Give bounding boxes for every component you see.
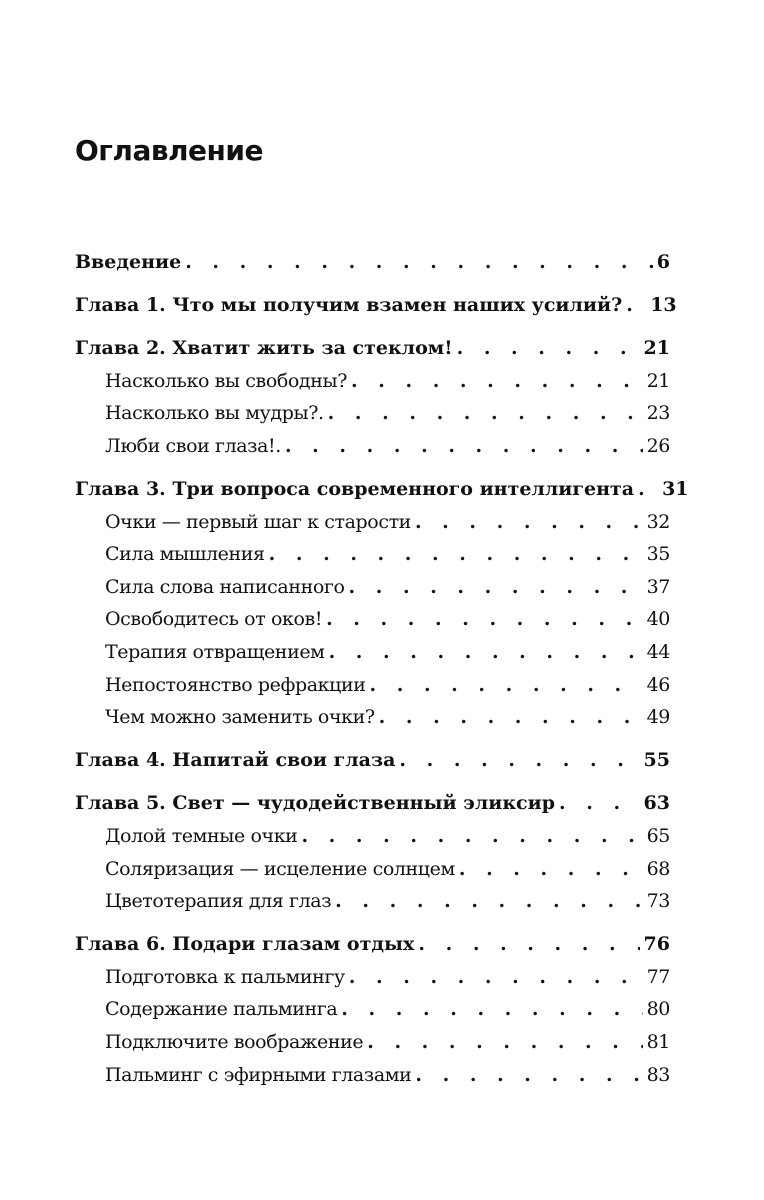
- toc-entry-label: Глава 6. Подари глазам отдых: [75, 933, 415, 956]
- toc-entry-label: Глава 4. Напитай свои глаза: [75, 749, 396, 772]
- toc-page-number: 46: [646, 673, 670, 696]
- toc-entry-label: Чем можно заменить очки?: [105, 706, 375, 729]
- toc-entry-label: Долой темные очки: [105, 825, 298, 847]
- dot-leader: [559, 787, 640, 820]
- dot-leader: [328, 397, 643, 430]
- toc-page-number: 21: [643, 337, 670, 360]
- toc-entry-label: Глава 1. Что мы получим взамен наших усилий?: [75, 294, 623, 317]
- dot-leader: [285, 430, 643, 463]
- toc-chapter-entry: [75, 473, 689, 506]
- toc-entry-label: Глава 3. Три вопроса современного интеллигента: [75, 478, 635, 501]
- toc-entry-label: Пальминг с эфирными глазами: [105, 1063, 412, 1086]
- toc-section-entry: [75, 961, 670, 994]
- toc-entry-label: Насколько вы свободны?: [105, 369, 348, 392]
- toc-page-number: 81: [646, 1031, 670, 1054]
- toc-entry-label: Сила мышления: [105, 543, 265, 566]
- toc-section-entry: [75, 993, 670, 1026]
- toc-entry-label: Глава 5. Свет — чудодейственный эликсир: [75, 792, 555, 815]
- dot-leader: [349, 961, 643, 994]
- toc-page-number: 68: [646, 857, 670, 880]
- toc-section-entry: [75, 1059, 670, 1092]
- dot-leader: [335, 885, 642, 918]
- toc-page-number: 77: [646, 965, 670, 988]
- toc-page-number: 35: [646, 543, 670, 566]
- toc-section-entry: [75, 820, 670, 853]
- toc-page-number: 21: [646, 369, 670, 392]
- toc-chapter-entry: [75, 332, 670, 365]
- toc-entry-label: Подключите воображение: [105, 1031, 364, 1054]
- toc-entry-label: Освободитесь от оков!: [105, 608, 323, 631]
- dot-leader: [459, 853, 643, 886]
- table-of-contents: [75, 246, 689, 1091]
- toc-page-number: 49: [646, 706, 670, 729]
- toc-entry-label: Терапия отвращением: [105, 641, 325, 664]
- toc-entry-label: Введение: [75, 251, 182, 273]
- toc-section-entry: [75, 538, 670, 571]
- toc-page-number: 37: [646, 575, 670, 598]
- dot-leader: [185, 246, 653, 279]
- toc-page-number: 13: [650, 294, 677, 317]
- toc-chapter-entry: [75, 928, 670, 961]
- toc-entry-label: Очки — первый шаг к старости: [105, 510, 411, 533]
- toc-section-entry: [75, 636, 670, 669]
- toc-entry-label: Содержание пальминга: [105, 998, 338, 1021]
- toc-page-number: 65: [646, 825, 670, 847]
- toc-entry-label: Глава 2. Хватит жить за стеклом!: [75, 337, 453, 360]
- toc-page-number: 44: [646, 641, 670, 664]
- toc-page-number: 83: [646, 1063, 670, 1086]
- dot-leader: [367, 1026, 642, 1059]
- dot-leader: [457, 332, 640, 365]
- toc-section-entry: [75, 603, 670, 636]
- toc-entry-label: Подготовка к пальмингу: [105, 965, 345, 988]
- toc-section-entry: [75, 701, 670, 734]
- toc-page-number: 26: [646, 434, 670, 457]
- dot-leader: [326, 603, 643, 636]
- toc-page-number: 40: [646, 608, 670, 631]
- dot-leader: [341, 993, 642, 1026]
- toc-chapter-entry: [75, 246, 670, 279]
- toc-entry-label: Непостоянство рефракции: [105, 673, 366, 696]
- toc-page-number: 31: [662, 478, 689, 501]
- toc-chapter-entry: [75, 744, 670, 777]
- toc-page-number: 73: [646, 890, 670, 913]
- dot-leader: [269, 538, 643, 571]
- dot-leader: [415, 506, 643, 539]
- toc-entry-label: Сила слова написанного: [105, 575, 345, 598]
- dot-leader: [329, 636, 643, 669]
- toc-page-number: 23: [646, 402, 670, 425]
- toc-page-number: 6: [656, 251, 670, 273]
- dot-leader: [418, 928, 639, 961]
- toc-entry-label: Цветотерапия для глаз: [105, 890, 332, 913]
- dot-leader: [638, 473, 658, 506]
- toc-entry-label: Соляризация — исцеление солнцем: [105, 857, 455, 880]
- dot-leader: [369, 669, 642, 702]
- toc-page-number: 55: [643, 749, 670, 772]
- toc-entry-label: Насколько вы мудры?.: [105, 402, 324, 425]
- dot-leader: [379, 701, 643, 734]
- dot-leader: [349, 571, 643, 604]
- toc-chapter-entry: [75, 787, 670, 820]
- toc-section-entry: [75, 430, 670, 463]
- dot-leader: [626, 289, 646, 322]
- toc-entry-label: Люби свои глаза!.: [105, 434, 281, 457]
- toc-page-number: 63: [643, 792, 670, 815]
- toc-section-entry: [75, 1026, 670, 1059]
- toc-chapter-entry: [75, 289, 677, 322]
- toc-section-entry: [75, 506, 670, 539]
- toc-page-number: 32: [646, 510, 670, 533]
- toc-section-entry: [75, 853, 670, 886]
- dot-leader: [301, 820, 642, 853]
- dot-leader: [399, 744, 639, 777]
- toc-section-entry: [75, 669, 670, 702]
- dot-leader: [351, 365, 643, 398]
- toc-section-entry: [75, 365, 670, 398]
- dot-leader: [415, 1059, 642, 1092]
- toc-page-number: 80: [646, 998, 670, 1021]
- toc-section-entry: [75, 885, 670, 918]
- page-title: Оглавление: [75, 134, 264, 167]
- toc-section-entry: [75, 397, 670, 430]
- toc-section-entry: [75, 571, 670, 604]
- toc-page-number: 76: [643, 933, 670, 956]
